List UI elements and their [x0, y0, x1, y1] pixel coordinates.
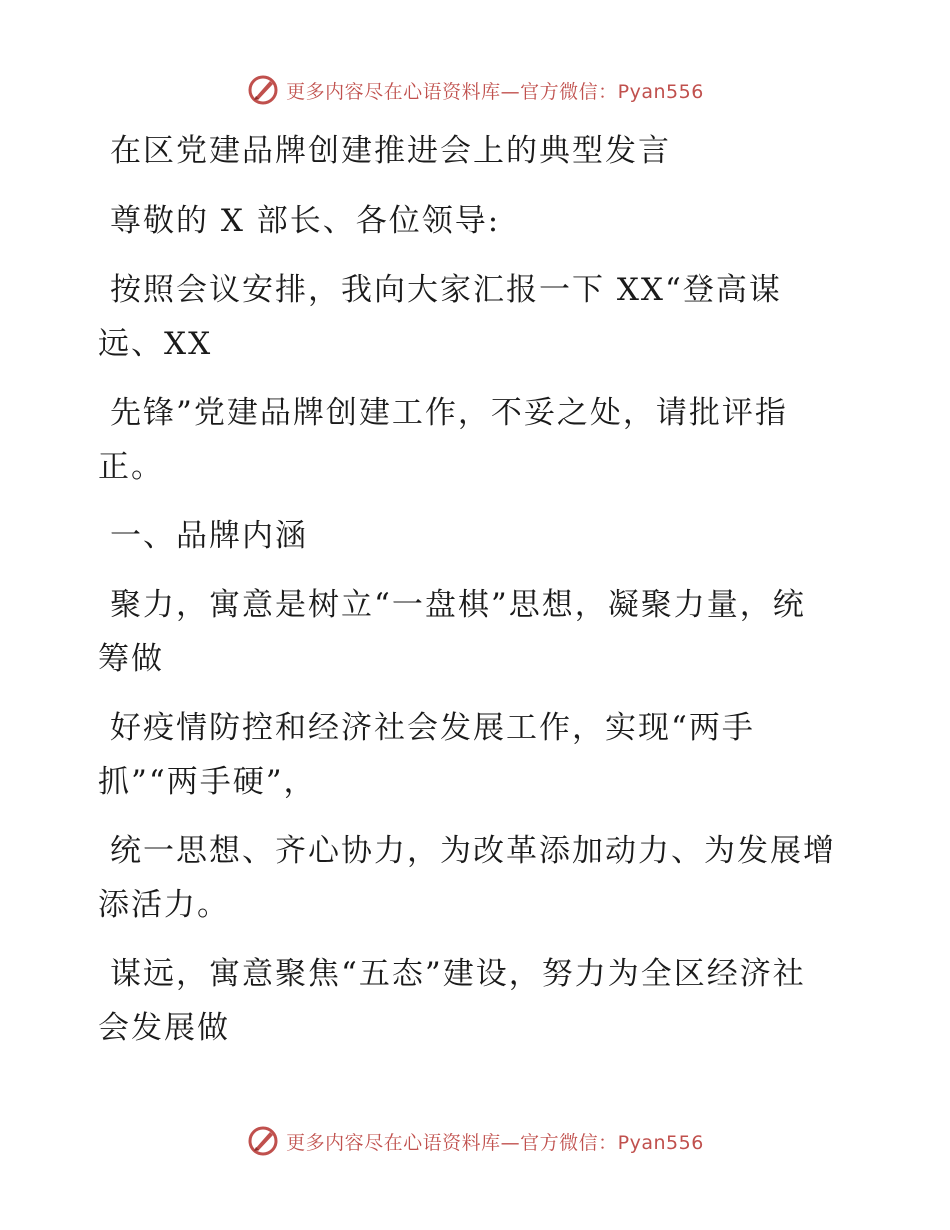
document-title: 在区党建品牌创建推进会上的典型发言: [110, 133, 671, 169]
header-watermark-text: 更多内容尽在心语资料库—官方微信：Pyan556: [286, 80, 704, 103]
paragraph: 聚力，寓意是树立“一盘棋”思想，凝聚力量，统筹做: [98, 587, 806, 677]
quill-pen-logo-icon: [246, 73, 280, 107]
footer-watermark-text: 更多内容尽在心语资料库—官方微信：Pyan556: [286, 1131, 704, 1154]
header-watermark: [0, 70, 950, 110]
paragraph: 按照会议安排，我向大家汇报一下 XX“登高谋远、XX: [98, 272, 782, 362]
document-body: [98, 124, 838, 1070]
salutation: 尊敬的 X 部长、各位领导:: [110, 203, 501, 239]
section-heading: 一、品牌内涵: [110, 518, 308, 554]
paragraph: 谋远，寓意聚焦“五态”建设，努力为全区经济社会发展做: [98, 956, 806, 1046]
footer-watermark: [0, 1121, 950, 1161]
paragraph: 统一思想、齐心协力，为改革添加动力、为发展增添活力。: [98, 833, 836, 923]
footer-watermark-inner: [246, 1124, 704, 1158]
paragraph: 好疫情防控和经济社会发展工作，实现“两手抓”“两手硬”，: [98, 710, 755, 800]
quill-pen-logo-icon: [246, 1124, 280, 1158]
paragraph: 先锋”党建品牌创建工作，不妥之处，请批评指正。: [98, 395, 788, 485]
header-watermark-inner: [246, 73, 704, 107]
